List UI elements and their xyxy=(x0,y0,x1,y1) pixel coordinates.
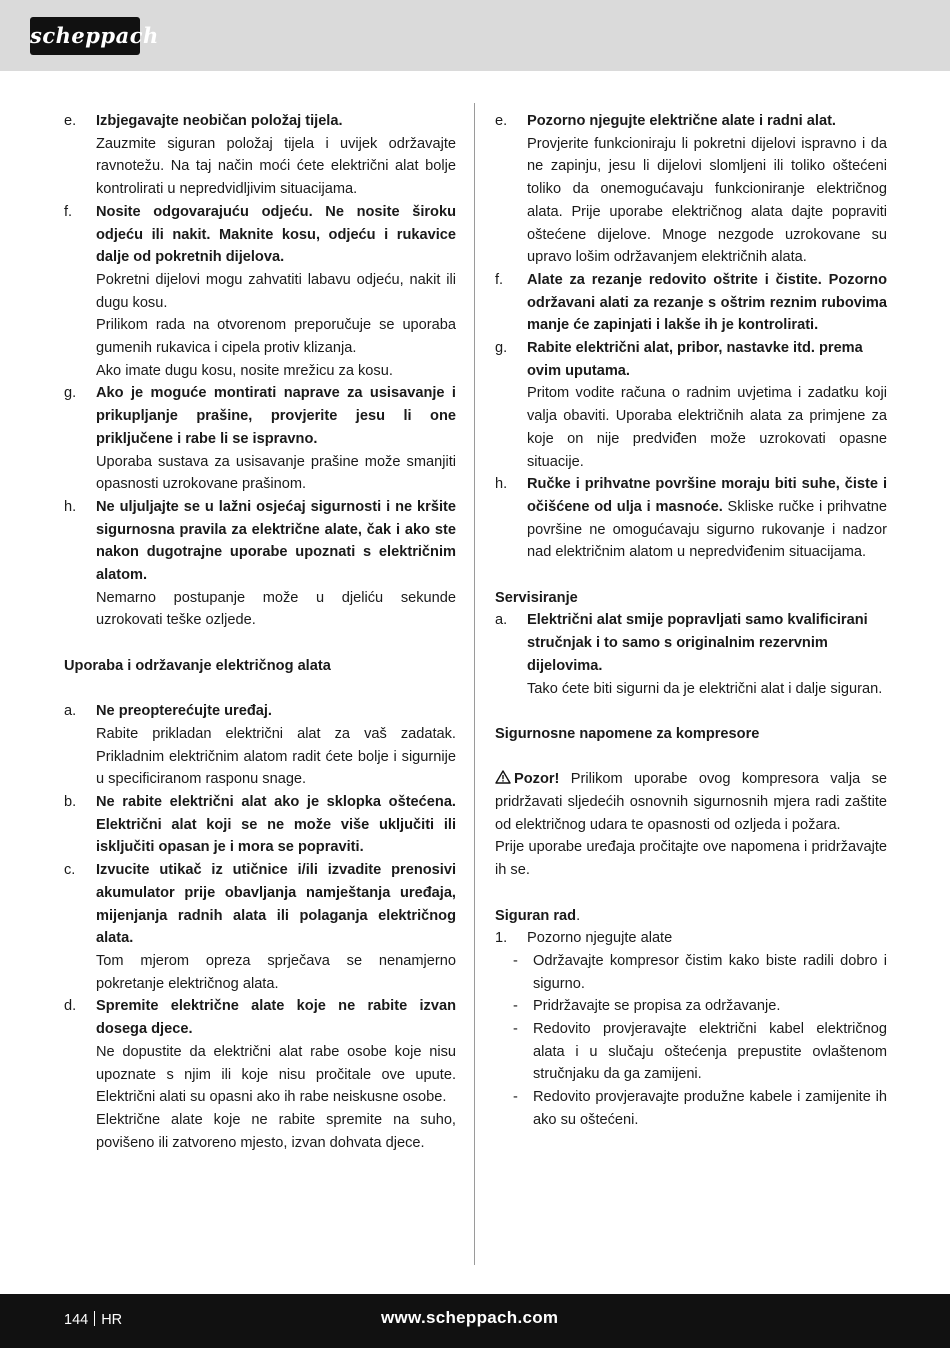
item-text: Prilikom rada na otvorenom preporučuje se uporaba gumenih rukavica i cipela protiv klizanja. xyxy=(96,317,456,357)
item-marker: g. xyxy=(495,340,508,357)
list-item xyxy=(495,110,887,269)
dash-list-item xyxy=(495,950,887,995)
item-text: Rabite prikladan električni alat za vaš zadatak. Prikladnim električnim alatom radit ćete bolje i sigurnije u specificiranom rasponu snage. xyxy=(96,725,456,788)
item-marker: a. xyxy=(495,612,508,629)
item-text: Pritom vodite računa o radnim uvjetima i zadatku koji valja obaviti. Uporaba električnih alata za primjene za koje on nije predviđen može uzrokovati opasne situacije. xyxy=(527,385,887,470)
dash-marker: - xyxy=(513,952,518,969)
list-item xyxy=(495,609,887,700)
page-info xyxy=(64,1311,122,1328)
page-footer xyxy=(0,1294,950,1348)
item-marker: d. xyxy=(64,998,77,1015)
dash-text: Redovito provjeravajte električni kabel električnog alata i u slučaju oštećenja prepustite ovlaštenom stručnjaku da ga zamijeni. xyxy=(533,1021,887,1083)
item-text: Ako imate dugu kosu, nosite mrežicu za kosu. xyxy=(96,362,393,379)
right-column xyxy=(495,110,887,1132)
before-use-text: Prije uporabe uređaja pročitajte ove napomena i pridržavajte ih se. xyxy=(495,839,887,879)
item-title: Izvucite utikač iz utičnice i/ili izvadite prenosivi akumulator prije obavljanja namještanja uređaja, mijenjanja radnih alata ili polaganja električnog alata. xyxy=(96,862,456,947)
list-item xyxy=(64,496,456,632)
numbered-item xyxy=(495,927,887,950)
item-marker: h. xyxy=(64,498,77,515)
item-marker: 1. xyxy=(495,930,508,947)
page-info-separator xyxy=(94,1311,95,1326)
item-marker: a. xyxy=(64,703,77,720)
list-item xyxy=(64,201,456,383)
item-text: Uporaba sustava za usisavanje prašine može smanjiti opasnosti uzrokovane prašinom. xyxy=(96,453,456,493)
dash-marker: - xyxy=(513,1089,518,1106)
item-title: Spremite električne alate koje ne rabite izvan dosega djece. xyxy=(96,998,456,1038)
item-title: Ne rabite električni alat ako je sklopka oštećena. Električni alat koji se ne može više uključiti ili isključiti opasan je i mora se popraviti. xyxy=(96,794,456,856)
item-title: Pozorno njegujte električne alate i radni alat. xyxy=(527,113,836,129)
page-number: 144 xyxy=(64,1312,89,1328)
list-item xyxy=(64,859,456,995)
warning-paragraph xyxy=(495,768,887,836)
website-link[interactable]: www.scheppach.com xyxy=(381,1308,559,1327)
item-marker: h. xyxy=(495,476,508,493)
item-text-inline: Skliske ručke i prihvatne površine ne omogućavaju sigurno rukovanje i nadzor nad električnim alatom u nepredviđenim situacijama. xyxy=(527,498,887,561)
item-title: Ako je moguće montirati naprave za usisavanje i prikupljanje prašine, provjerite jesu li one priključene i rabe li se ispravno. xyxy=(96,385,456,447)
list-item xyxy=(64,110,456,201)
item-text: Nemarno postupanje može u djeliću sekunde uzrokovati teške ozljede. xyxy=(96,589,456,629)
dash-list-item xyxy=(495,995,887,1018)
dash-list-item xyxy=(495,1018,887,1086)
item-marker: e. xyxy=(495,113,508,129)
warning-label: Pozor! xyxy=(514,771,560,788)
item-title: Ne preopterećujte uređaj. xyxy=(96,703,272,720)
list-item xyxy=(495,337,887,473)
item-title: Izbjegavajte neobičan položaj tijela. xyxy=(96,113,343,129)
dash-marker: - xyxy=(513,998,518,1015)
item-marker: f. xyxy=(495,271,504,288)
safe-work-heading xyxy=(495,905,887,928)
item-title: Alate za rezanje redovito oštrite i čistite. Pozorno održavani alati za rezanje s oštrim reznim rubovima manje će zapinjati i lakše ih je kontrolirati. xyxy=(527,271,887,334)
left-column xyxy=(64,110,456,1154)
warning-triangle-icon xyxy=(495,770,511,784)
list-item xyxy=(64,700,456,791)
list-item xyxy=(64,791,456,859)
item-text: Provjerite funkcioniraju li pokretni dijelovi ispravno i da ne zapinju, jesu li dijelovi slomljeni ili toliko oštećeni toliko da onemogućavaju funkcioniranje električnog alata. Prije uporabe električnog alata dajte popraviti oštećene dijelove. Mnoge nezgode uzrokovane su upravo lošim održavanjem električnih alata. xyxy=(527,135,887,266)
list-item xyxy=(64,995,456,1154)
item-text: Električne alate koje ne rabite spremite na suho, povišeno ili zatvoreno mjesto, izvan dohvata djece. xyxy=(96,1111,456,1151)
language-code: HR xyxy=(101,1312,123,1328)
item-title: Ručke i prihvatne površine moraju biti suhe, čiste i očišćene od ulja i masnoće. xyxy=(527,476,887,515)
item-text: Pokretni dijelovi mogu zahvatiti labavu odjeću, nakit ili dugu kosu. xyxy=(96,271,456,311)
safe-work-dot: . xyxy=(576,907,581,924)
dash-text: Pridržavajte se propisa za održavanje. xyxy=(533,998,781,1015)
dash-list-item xyxy=(495,1086,887,1131)
column-divider xyxy=(474,103,475,1265)
scheppach-logo: scheppach xyxy=(30,17,140,55)
dash-marker: - xyxy=(513,1021,518,1038)
list-item xyxy=(64,382,456,496)
item-marker: b. xyxy=(64,794,77,811)
item-marker: f. xyxy=(64,203,73,220)
item-marker: e. xyxy=(64,113,77,129)
dash-text: Redovito provjeravajte produžne kabele i zamijenite ih ako su oštećeni. xyxy=(533,1089,887,1128)
item-title: Nosite odgovarajuću odjeću. Ne nosite široku odjeću ili nakit. Maknite kosu, odjeću i rukavice dalje od pokretnih dijelova. xyxy=(96,203,456,266)
servicing-heading: Servisiranje xyxy=(495,589,578,606)
warning-text: Prilikom uporabe ovog kompresora valja se pridržavati sljedećih osnovnih sigurnosnih mjera radi zaštite od električnog udara te opasnosti od ozljeda i požara. xyxy=(495,771,887,833)
item-text: Ne dopustite da električni alat rabe osobe koje nisu upoznate s njim ili koje nisu pročitale ove upute. Električni alati su opasni ako ih rabe neiskusne osobe. xyxy=(96,1043,456,1106)
item-marker: g. xyxy=(64,385,77,402)
safe-work-label: Siguran rad xyxy=(495,907,577,924)
item-title: Rabite električni alat, pribor, nastavke itd. prema ovim uputama. xyxy=(527,340,863,379)
item-text xyxy=(527,473,887,564)
compressor-heading: Sigurnosne napomene za kompresore xyxy=(495,725,760,742)
item-text: Tom mjerom opreza sprječava se nenamjerno pokretanje električnog alata. xyxy=(96,952,456,992)
item-text: Pozorno njegujte alate xyxy=(527,930,673,947)
item-text: Tako ćete biti sigurni da je električni alat i dalje siguran. xyxy=(527,680,883,697)
item-text: Zauzmite siguran položaj tijela i uvijek održavajte ravnotežu. Na taj način moći ćete električni alat bolje kontrolirati u nepredvidljivim situacijama. xyxy=(96,135,456,198)
item-marker: c. xyxy=(64,862,76,879)
list-item xyxy=(495,269,887,337)
dash-text: Održavajte kompresor čistim kako biste radili dobro i sigurno. xyxy=(533,952,887,992)
page-header xyxy=(0,0,950,71)
item-title: Električni alat smije popravljati samo kvalificirani stručnjak i to samo s originalnim rezervnim dijelovima. xyxy=(527,612,868,674)
item-title: Ne uljuljajte se u lažni osjećaj sigurnosti i ne kršite sigurnosna pravila za električne alate, čak i ako ste nakon dugotrajne uporabe upoznati s električnim alatom. xyxy=(96,498,456,584)
list-item xyxy=(495,473,887,564)
section-heading: Uporaba i održavanje električnog alata xyxy=(64,657,331,674)
